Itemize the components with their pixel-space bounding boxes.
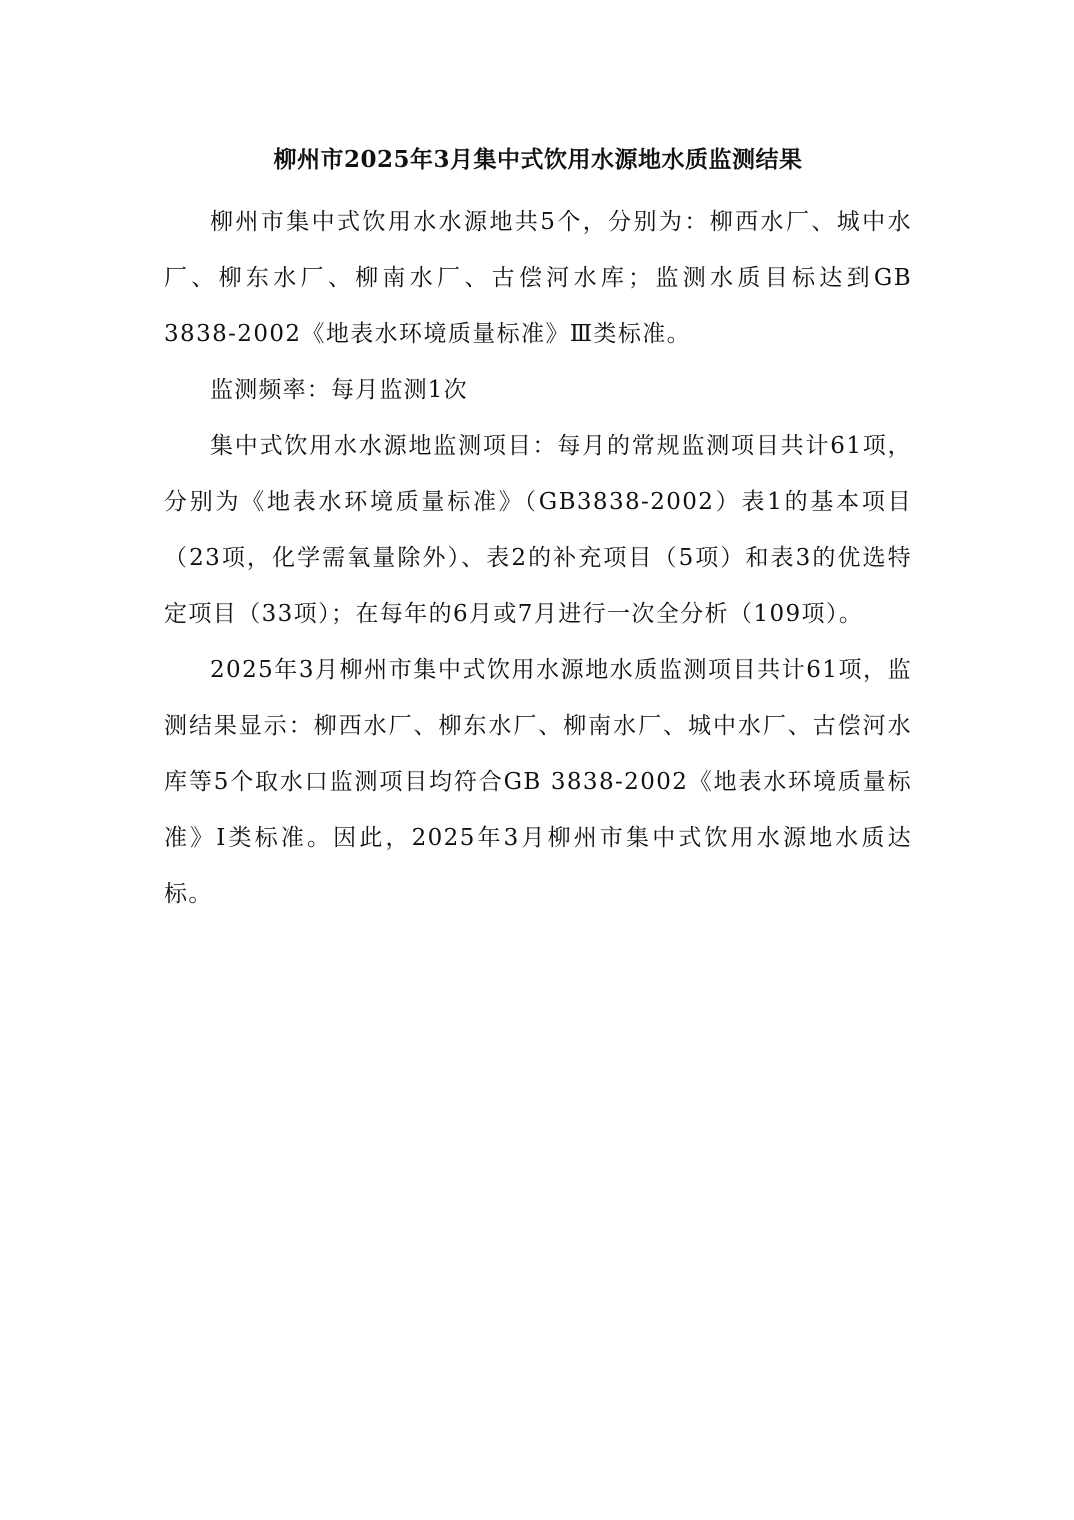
document-title: 柳州市2025年3月集中式饮用水源地水质监测结果 [273, 146, 803, 173]
paragraph-monitoring-items: 集中式饮用水水源地监测项目：每月的常规监测项目共计61项，分别为《地表水环境质量标准》（GB3838-2002）表1的基本项目（23项，化学需氧量除外）、表2的补充项目（5项）和表3的优选特定项目（33项）；在每年的6月或7月进行一次全分析（109项）。 [164, 433, 912, 627]
paragraph-monitoring-results: 2025年3月柳州市集中式饮用水源地水质监测项目共计61项，监测结果显示：柳西水厂、柳东水厂、柳南水厂、城中水厂、古偿河水库等5个取水口监测项目均符合GB 3838-2002《地表水环境质量标准》Ⅰ类标准。因此，2025年3月柳州市集中式饮用水源地水质达标。 [164, 657, 912, 907]
document-body [164, 140, 912, 922]
paragraph-water-sources: 柳州市集中式饮用水水源地共5个，分别为：柳西水厂、城中水厂、柳东水厂、柳南水厂、古偿河水库；监测水质目标达到GB 3838-2002《地表水环境质量标准》Ⅲ类标准。 [164, 209, 912, 347]
paragraph-monitoring-frequency: 监测频率：每月监测1次 [210, 377, 468, 403]
